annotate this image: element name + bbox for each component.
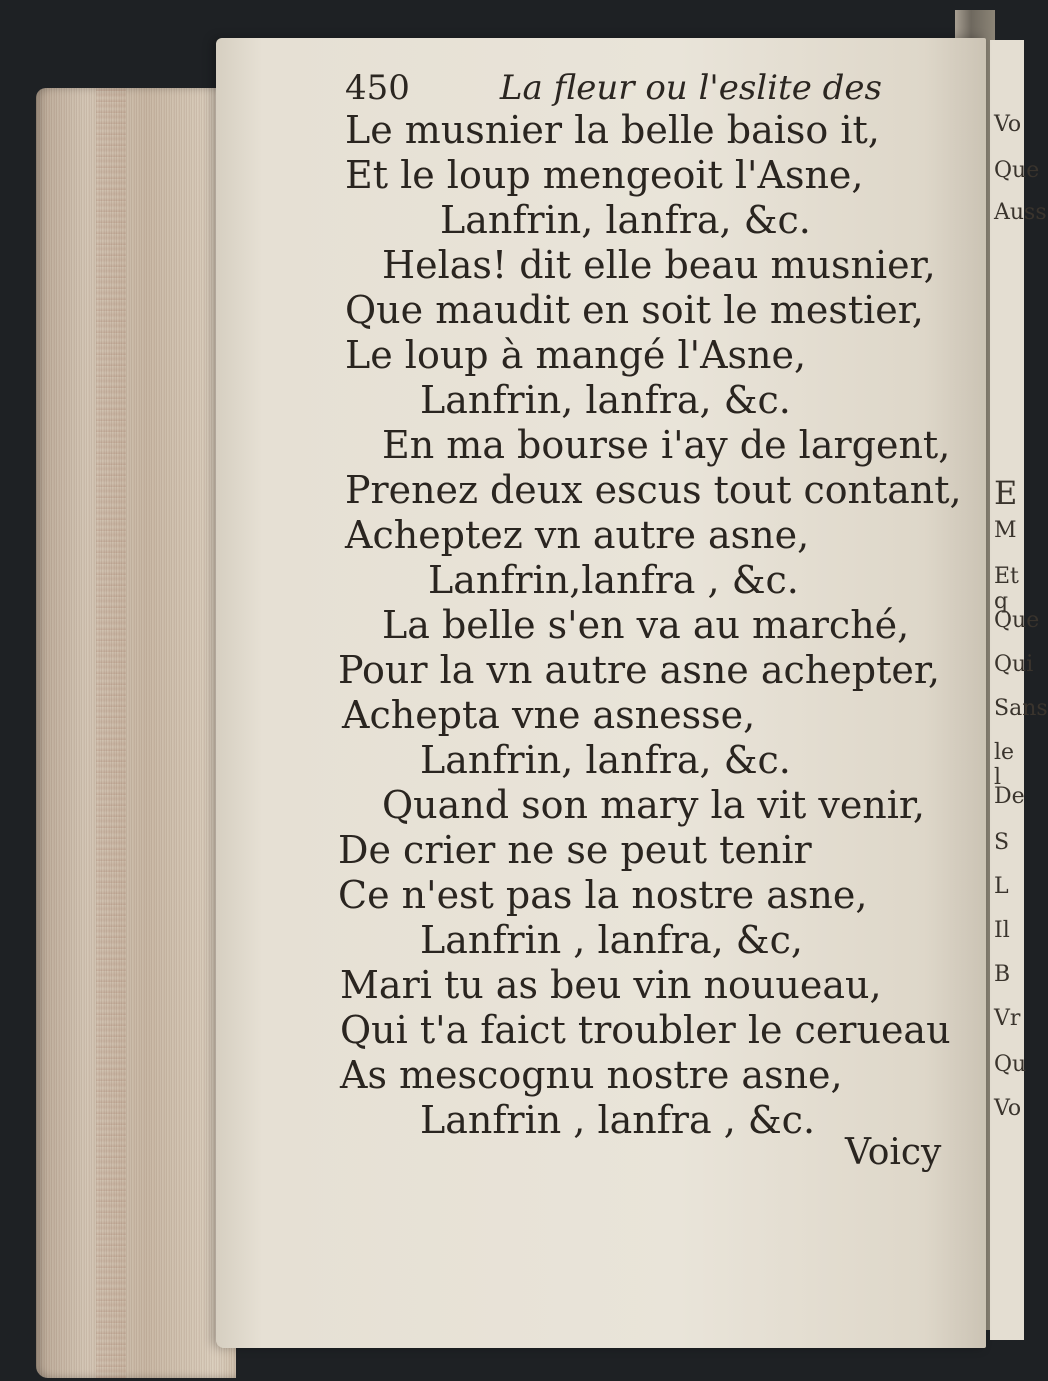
facing-fragment: Vo bbox=[994, 1096, 1022, 1121]
facing-fragment: Il bbox=[994, 918, 1010, 943]
facing-fragment: E bbox=[994, 474, 1018, 512]
facing-fragment: Et q bbox=[994, 564, 1019, 614]
verse-line: Prenez deux escus tout contant, bbox=[345, 468, 962, 512]
facing-fragment: Qu bbox=[994, 1052, 1027, 1077]
verse-line: La belle s'en va au marché, bbox=[382, 603, 910, 647]
catchword: Voicy bbox=[845, 1132, 942, 1173]
verse-line: As mescognu nostre asne, bbox=[340, 1053, 843, 1097]
verse-line: Et le loup mengeoit l'Asne, bbox=[345, 153, 864, 197]
facing-fragment: L bbox=[994, 874, 1009, 899]
verse-line: Mari tu as beu vin nouueau, bbox=[340, 963, 882, 1007]
facing-fragment: Vr bbox=[994, 1006, 1021, 1031]
running-header bbox=[345, 68, 882, 108]
facing-fragment: S bbox=[994, 830, 1010, 855]
running-title: La fleur ou l'eslite des bbox=[499, 68, 882, 108]
facing-fragment: Sans bbox=[994, 696, 1048, 721]
facing-fragment: Que bbox=[994, 158, 1040, 183]
refrain-line: Lanfrin,lanfra , &c. bbox=[428, 558, 799, 602]
verse-line: Le loup à mangé l'Asne, bbox=[345, 333, 807, 377]
facing-fragment: Que bbox=[994, 608, 1040, 633]
verse-line: Qui t'a faict troubler le cerueau bbox=[340, 1008, 951, 1052]
verse-line: Que maudit en soit le mestier, bbox=[345, 288, 924, 332]
facing-fragment: Qui bbox=[994, 652, 1034, 677]
refrain-line: Lanfrin, lanfra, &c. bbox=[440, 198, 811, 242]
refrain-line: Lanfrin , lanfra , &c. bbox=[420, 1098, 816, 1142]
verse-line: Acheptez vn autre asne, bbox=[345, 513, 810, 557]
facing-fragment: le l bbox=[994, 740, 1015, 790]
verse-line: Quand son mary la vit venir, bbox=[382, 783, 926, 827]
verse-line: En ma bourse i'ay de largent, bbox=[382, 423, 951, 467]
facing-fragment: Vo bbox=[994, 112, 1022, 137]
verse-line: Ce n'est pas la nostre asne, bbox=[338, 873, 868, 917]
facing-fragment: B bbox=[994, 962, 1011, 987]
refrain-line: Lanfrin, lanfra, &c. bbox=[420, 378, 791, 422]
verse-line: Le musnier la belle baiso it, bbox=[345, 108, 880, 152]
page-number: 450 bbox=[345, 68, 410, 108]
facing-page bbox=[990, 40, 1048, 1340]
facing-fragment: De bbox=[994, 784, 1025, 809]
verse-line: Achepta vne asnesse, bbox=[342, 693, 756, 737]
verse-line: Helas! dit elle beau musnier, bbox=[382, 243, 936, 287]
verse-line: Pour la vn autre asne achepter, bbox=[338, 648, 940, 692]
verse-line: De crier ne se peut tenir bbox=[338, 828, 812, 872]
refrain-line: Lanfrin, lanfra, &c. bbox=[420, 738, 791, 782]
facing-fragment: M bbox=[994, 518, 1017, 543]
page-edges bbox=[36, 88, 236, 1378]
refrain-line: Lanfrin , lanfra, &c, bbox=[420, 918, 803, 962]
facing-fragment: Auss bbox=[994, 200, 1047, 225]
